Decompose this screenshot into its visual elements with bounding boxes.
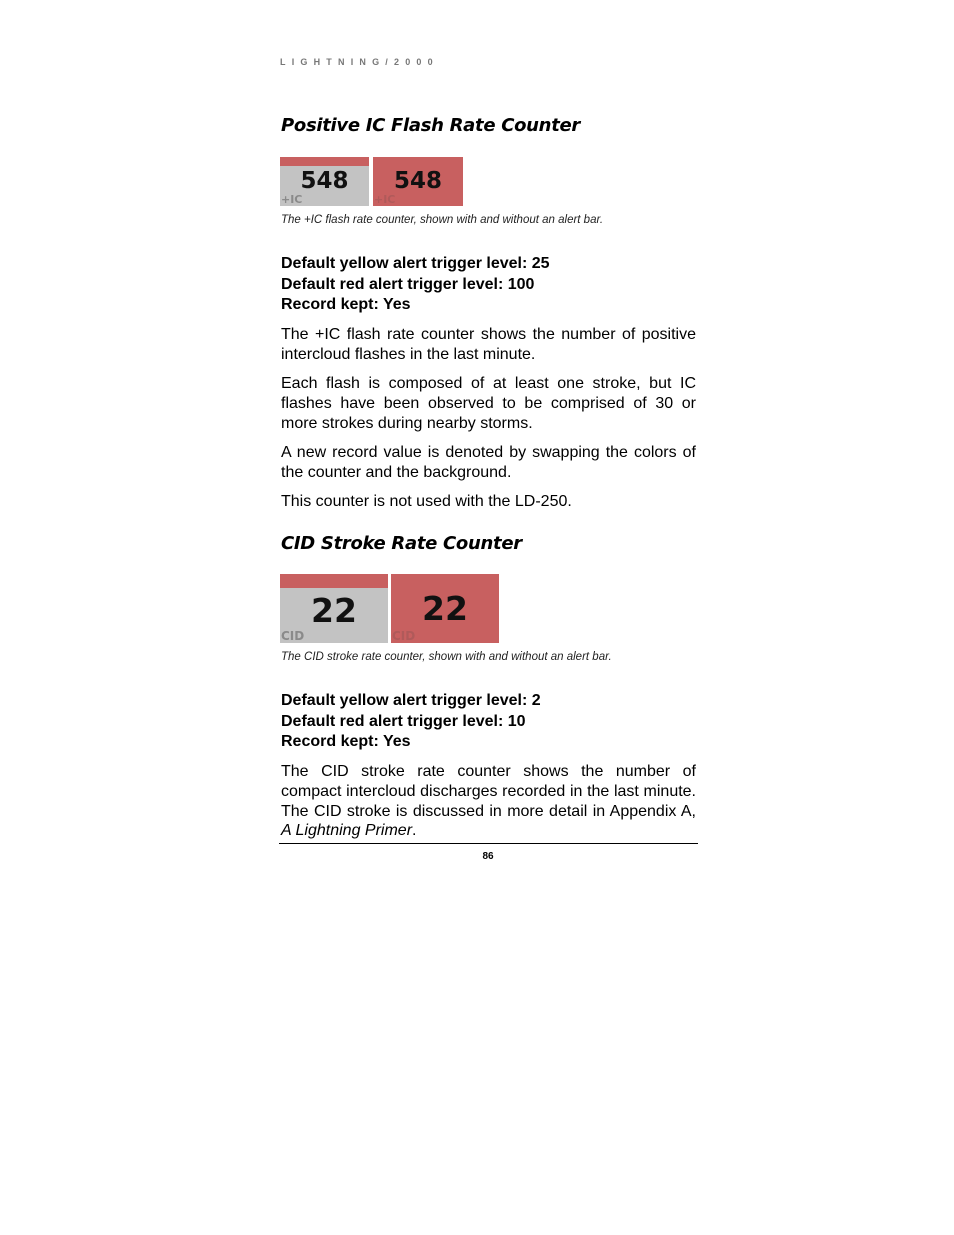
spec-record: Record kept: Yes: [281, 733, 411, 750]
ic-counter-without-alert: [373, 157, 463, 206]
counter-value: 548: [300, 168, 349, 194]
paragraph: [281, 762, 696, 841]
cid-counter-without-alert: [391, 574, 499, 643]
figure-caption-ic: The +IC flash rate counter, shown with and without an alert bar.: [281, 214, 604, 226]
running-header: LIGHTNING/2000: [280, 57, 439, 67]
section-title-cid: CID Stroke Rate Counter: [281, 533, 522, 554]
spec-list-ic: [281, 254, 550, 316]
alert-bar: [280, 157, 369, 166]
counter-tag: +IC: [374, 193, 396, 206]
page-number: 86: [482, 851, 494, 862]
spec-record: Record kept: Yes: [281, 296, 411, 313]
figure-caption-cid: The CID stroke rate counter, shown with and without an alert bar.: [281, 651, 612, 663]
paragraph: The +IC flash rate counter shows the number of positive intercloud flashes in the last minute.: [281, 326, 696, 363]
spec-list-cid: [281, 691, 541, 753]
section-title-ic: Positive IC Flash Rate Counter: [281, 115, 580, 136]
ic-counter-with-alert: [280, 157, 369, 206]
counter-tag: +IC: [281, 193, 303, 206]
counter-value: 22: [311, 591, 357, 630]
counter-tag: CID: [281, 629, 305, 643]
counter-tag: CID: [392, 629, 416, 643]
paragraph: Each flash is composed of at least one stroke, but IC flashes have been observed to be comprised of 30 or more strokes during nearby storms.: [281, 375, 696, 432]
footer-rule: [279, 843, 698, 844]
spec-yellow-level: Default yellow alert trigger level: 25: [281, 255, 550, 272]
paragraph-end: .: [412, 822, 417, 840]
appendix-reference: A Lightning Primer: [281, 822, 413, 840]
cid-counter-with-alert: [280, 574, 388, 643]
alert-bar: [280, 574, 388, 588]
spec-yellow-level: Default yellow alert trigger level: 2: [281, 692, 541, 709]
spec-red-level: Default red alert trigger level: 100: [281, 275, 535, 293]
paragraph-text: The CID stroke rate counter shows the number of compact intercloud discharges recorded in the last minute. The CID stroke is discussed in more detail in Appendix A,: [281, 763, 696, 820]
counter-value: 548: [393, 168, 442, 194]
counter-value: 22: [422, 589, 468, 628]
spec-red-level: Default red alert trigger level: 10: [281, 712, 526, 730]
paragraph: This counter is not used with the LD-250.: [281, 493, 572, 510]
paragraph: A new record value is denoted by swapping the colors of the counter and the background.: [281, 444, 696, 481]
